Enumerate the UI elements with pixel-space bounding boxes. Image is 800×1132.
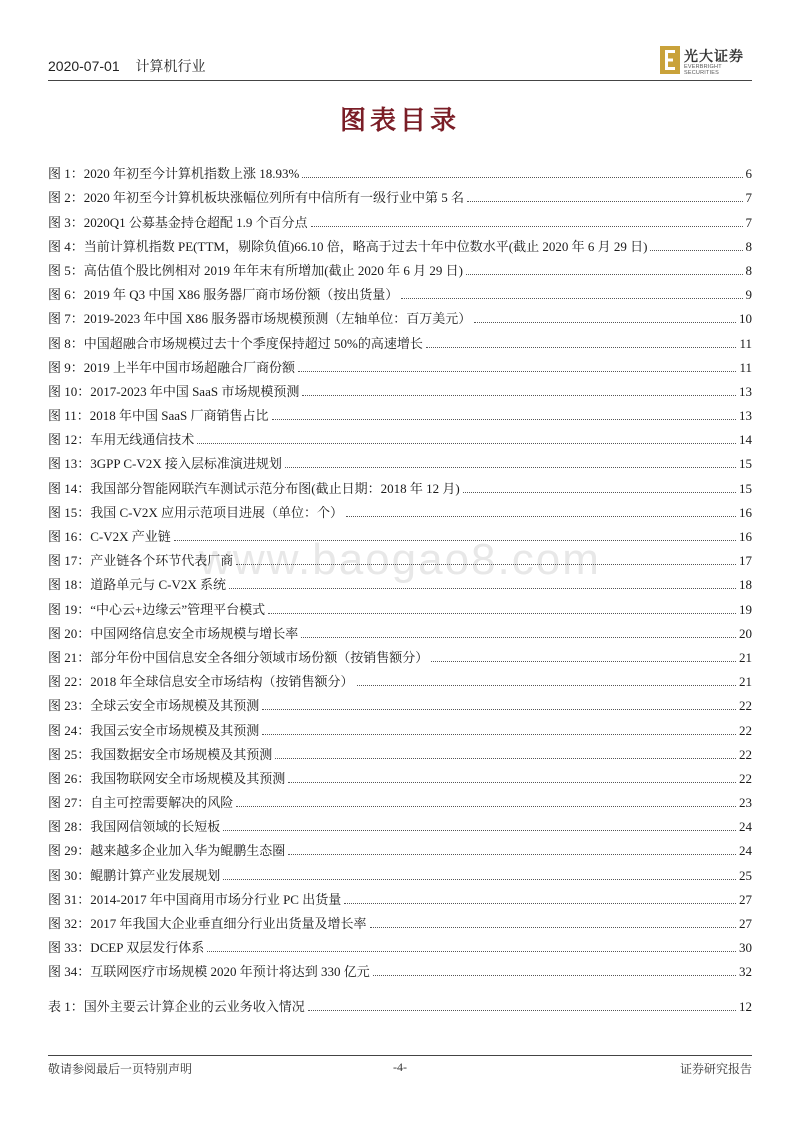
entry-label: 图 22：2018 年全球信息安全市场结构（按销售额分） [48, 674, 354, 690]
entry-label: 图 7：2019-2023 年中国 X86 服务器市场规模预测（左轴单位：百万美元） [48, 311, 472, 327]
entry-label: 图 26：我国物联网安全市场规模及其预测 [48, 770, 286, 786]
entry-page: 16 [739, 504, 752, 520]
toc-figure-entry[interactable] [48, 255, 752, 279]
dot-leader [466, 274, 743, 275]
toc-figure-entry[interactable] [48, 884, 752, 908]
entry-label: 图 18：道路单元与 C-V2X 系统 [48, 577, 227, 593]
entry-page: 21 [739, 674, 752, 690]
toc-table-entry[interactable] [48, 990, 752, 1014]
toc-figure-entry[interactable] [48, 690, 752, 714]
entry-label: 图 23：全球云安全市场规模及其预测 [48, 698, 260, 714]
dot-leader [426, 347, 737, 348]
entry-page: 10 [739, 311, 752, 327]
entry-label: 图 25：我国数据安全市场规模及其预测 [48, 746, 273, 762]
toc-figure-entry[interactable] [48, 424, 752, 448]
entry-label: 图 14：我国部分智能网联汽车测试示范分布图(截止日期：2018 年 12 月) [48, 480, 460, 496]
dot-leader [262, 709, 736, 710]
dot-leader [650, 250, 742, 251]
toc-figure-entry[interactable] [48, 763, 752, 787]
entry-page: 25 [739, 867, 752, 883]
dot-leader [197, 443, 736, 444]
entry-page: 19 [739, 601, 752, 617]
entry-page: 17 [739, 553, 752, 569]
entry-label: 图 6：2019 年 Q3 中国 X86 服务器厂商市场份额（按出货量） [48, 287, 399, 303]
dot-leader [236, 806, 736, 807]
toc-figure-entry[interactable] [48, 859, 752, 883]
dot-leader [285, 467, 736, 468]
toc-figure-entry[interactable] [48, 908, 752, 932]
entry-page: 13 [739, 408, 752, 424]
entry-label: 图 30：鲲鹏计算产业发展规划 [48, 867, 221, 883]
entry-page: 18 [739, 577, 752, 593]
header-divider [48, 80, 752, 81]
entry-label: 图 12：车用无线通信技术 [48, 432, 195, 448]
toc-figure-entry[interactable] [48, 618, 752, 642]
report-type: 证券研究报告 [679, 1062, 752, 1076]
entry-label: 图 32：2017 年我国大企业垂直细分行业出货量及增长率 [48, 916, 367, 931]
entry-page: 22 [739, 698, 752, 714]
toc-figure-entry[interactable] [48, 158, 752, 182]
dot-leader [346, 516, 736, 517]
entry-label: 图 17：产业链各个环节代表厂商 [48, 553, 234, 569]
dot-leader [268, 613, 736, 614]
toc-figure-entry[interactable] [48, 279, 752, 303]
entry-label: 图 5：高估值个股比例相对 2019 年年末有所增加(截止 2020 年 6 月 29 日) [48, 262, 463, 278]
entry-page: 12 [739, 998, 752, 1014]
entry-page: 23 [739, 795, 752, 811]
watermark: www.baogao8.com [199, 535, 601, 584]
toc-figure-entry[interactable] [48, 593, 752, 617]
entry-label: 图 28：我国网信领域的长短板 [48, 819, 221, 835]
dot-leader [463, 492, 736, 493]
dot-leader [302, 395, 736, 396]
entry-page: 11 [739, 359, 752, 375]
entry-label: 图 33：DCEP 双层发行体系 [48, 940, 205, 956]
entry-page: 11 [739, 335, 752, 351]
entry-label: 图 13：3GPP C-V2X 接入层标准演进规划 [48, 456, 282, 472]
entry-page: 24 [739, 819, 752, 835]
entry-page: 15 [739, 480, 752, 496]
toc-figure-entry[interactable] [48, 497, 752, 521]
page-number: -4- [393, 1060, 407, 1074]
dot-leader [467, 201, 742, 202]
table-list [48, 990, 752, 1014]
header-meta [48, 56, 206, 76]
entry-page: 15 [739, 456, 752, 472]
company-logo [660, 46, 752, 76]
entry-page: 13 [739, 383, 752, 399]
entry-page: 7 [745, 214, 752, 230]
dot-leader [308, 1010, 736, 1011]
toc-figure-entry[interactable] [48, 569, 752, 593]
dot-leader [344, 903, 736, 904]
dot-leader [262, 734, 736, 735]
dot-leader [373, 975, 736, 976]
toc-figure-entry[interactable] [48, 714, 752, 738]
entry-label: 图 1：2020 年初至今计算机指数上涨 18.93% [48, 166, 300, 182]
toc-figure-entry[interactable] [48, 448, 752, 472]
entry-page: 22 [739, 770, 752, 786]
section-gap [48, 980, 752, 990]
footer-divider [48, 1055, 752, 1056]
dot-leader [431, 661, 736, 662]
dot-leader [357, 685, 736, 686]
page-title: 图表目录 [339, 106, 460, 135]
entry-label: 图 34：互联网医疗市场规模 2020 年预计将达到 330 亿元 [48, 964, 370, 980]
dot-leader [302, 177, 742, 178]
entry-label: 表 1：国外主要云计算企业的云业务收入情况 [48, 998, 305, 1014]
entry-label: 图 10：2017-2023 年中国 SaaS 市场规模预测 [48, 383, 300, 399]
toc-figure-entry[interactable] [48, 521, 752, 545]
toc-figure-entry[interactable] [48, 472, 752, 496]
toc-figure-entry[interactable] [48, 739, 752, 763]
toc-figure-entry[interactable] [48, 835, 752, 859]
entry-page: 27 [739, 916, 752, 931]
logo-subtext: EVERBRIGHT SECURITIES [684, 64, 722, 76]
entry-label: 图 19：“中心云+边缘云”管理平台模式 [48, 601, 266, 617]
entry-page: 22 [739, 746, 752, 762]
entry-page: 8 [745, 262, 752, 278]
industry-name: 计算机行业 [135, 58, 206, 74]
entry-page: 30 [739, 940, 752, 956]
toc-figure-entry[interactable] [48, 231, 752, 255]
toc-figure-entry[interactable] [48, 956, 752, 980]
toc-figure-entry[interactable] [48, 642, 752, 666]
toc-figure-entry[interactable] [48, 206, 752, 230]
dot-leader [272, 419, 736, 420]
entry-label: 图 15：我国 C-V2X 应用示范项目进展（单位：个） [48, 504, 344, 520]
entry-page: 9 [745, 287, 752, 303]
figure-list [48, 158, 752, 980]
toc-figure-entry[interactable] [48, 811, 752, 835]
entry-page: 27 [739, 891, 752, 907]
entry-label: 图 24：我国云安全市场规模及其预测 [48, 722, 260, 738]
dot-leader [298, 371, 736, 372]
dot-leader [174, 540, 736, 541]
dot-leader [236, 564, 736, 565]
toc-figure-entry[interactable] [48, 182, 752, 206]
toc-figure-entry[interactable] [48, 327, 752, 351]
entry-page: 32 [739, 964, 752, 980]
entry-page: 8 [745, 238, 752, 254]
entry-label: 图 9：2019 上半年中国市场超融合厂商份额 [48, 359, 296, 375]
entry-label: 图 8：中国超融合市场规模过去十个季度保持超过 50%的高速增长 [48, 335, 423, 351]
toc-figure-entry[interactable] [48, 400, 752, 424]
entry-label: 图 27：自主可控需要解决的风险 [48, 795, 234, 811]
logo-mark-icon [660, 46, 680, 74]
toc-figure-entry[interactable] [48, 932, 752, 956]
entry-page: 20 [739, 625, 752, 641]
entry-page: 7 [745, 190, 752, 206]
entry-label: 图 31：2014-2017 年中国商用市场分行业 PC 出货量 [48, 891, 342, 907]
entry-label: 图 16：C-V2X 产业链 [48, 529, 171, 544]
entry-label: 图 20：中国网络信息安全市场规模与增长率 [48, 625, 299, 641]
entry-label: 图 3：2020Q1 公募基金持仓超配 1.9 个百分点 [48, 214, 308, 230]
toc-figure-entry[interactable] [48, 545, 752, 569]
entry-page: 24 [739, 843, 752, 859]
disclaimer-note: 敬请参阅最后一页特别声明 [48, 1062, 193, 1076]
entry-page: 16 [739, 529, 752, 544]
dot-leader [275, 758, 736, 759]
toc-figure-entry[interactable] [48, 376, 752, 400]
entry-label: 图 29：越来越多企业加入华为鲲鹏生态圈 [48, 843, 286, 859]
entry-page: 6 [745, 166, 752, 182]
dot-leader [370, 927, 736, 928]
toc-figure-entry[interactable] [48, 666, 752, 690]
entry-label: 图 2：2020 年初至今计算机板块涨幅位列所有中信所有一级行业中第 5 名 [48, 190, 465, 206]
page-header [48, 44, 752, 80]
logo-text: 光大证券 [684, 50, 744, 65]
entry-label: 图 4：当前计算机指数 PE(TTM，剔除负值)66.10 倍，略高于过去十年中位数水平(截止 2020 年 6 月 29 日) [48, 238, 648, 254]
dot-leader [229, 588, 736, 589]
entry-page: 21 [739, 649, 752, 665]
dot-leader [301, 637, 736, 638]
dot-leader [474, 322, 736, 323]
dot-leader [311, 226, 743, 227]
toc-figure-entry[interactable] [48, 352, 752, 376]
dot-leader [401, 298, 742, 299]
toc-figure-entry[interactable] [48, 787, 752, 811]
entry-label: 图 11：2018 年中国 SaaS 厂商销售占比 [48, 408, 269, 424]
entry-page: 14 [739, 432, 752, 448]
dot-leader [288, 782, 736, 783]
dot-leader [223, 879, 736, 880]
dot-leader [223, 830, 736, 831]
entry-label: 图 21：部分年份中国信息安全各细分领域市场份额（按销售额分） [48, 649, 429, 665]
toc-figure-entry[interactable] [48, 303, 752, 327]
table-of-figures [48, 158, 752, 1015]
entry-page: 22 [739, 722, 752, 738]
dot-leader [207, 951, 736, 952]
report-date: 2020-07-01 [48, 58, 120, 74]
dot-leader [288, 854, 736, 855]
